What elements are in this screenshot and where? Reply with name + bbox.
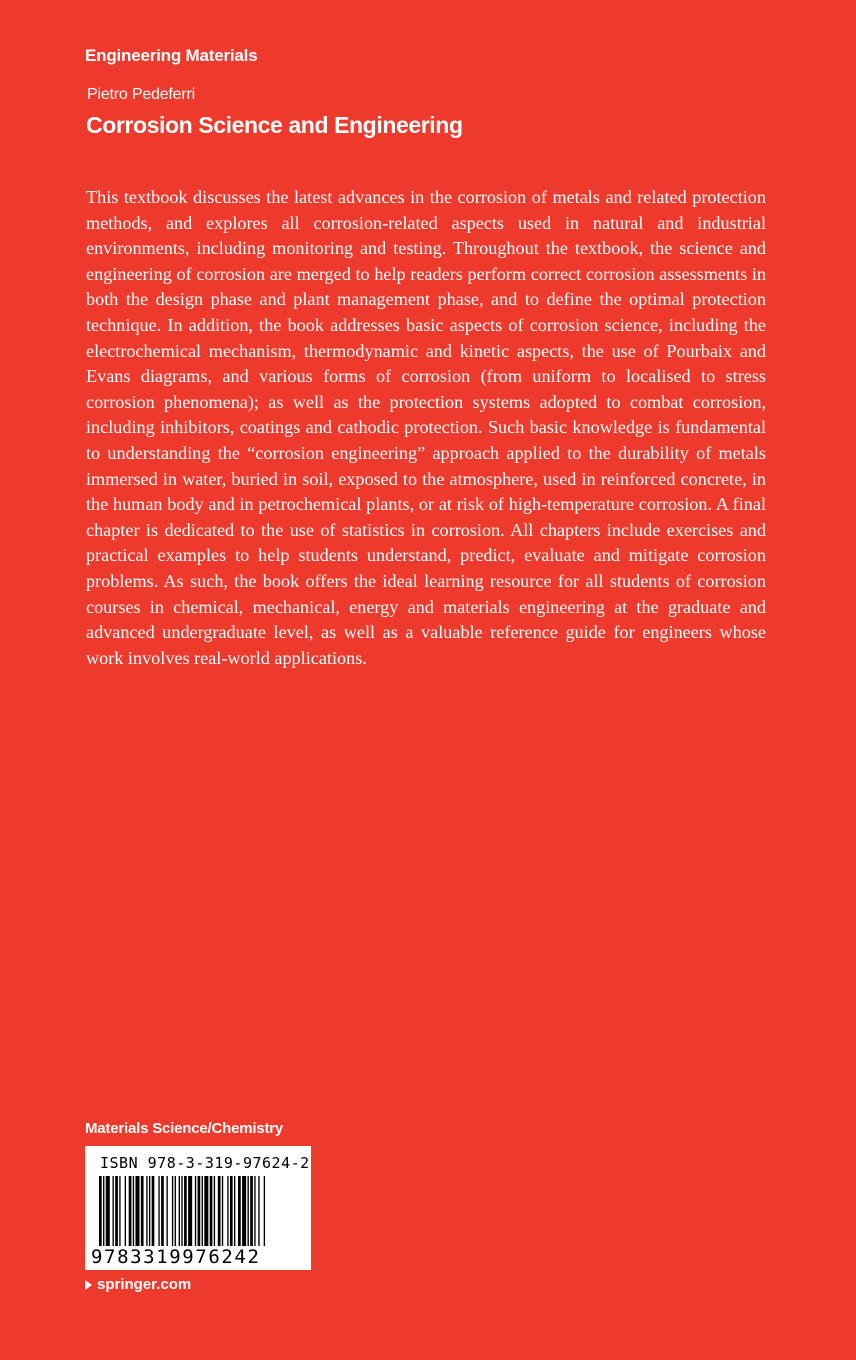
barcode-bar: [254, 1176, 255, 1246]
barcode-bar: [172, 1176, 173, 1246]
barcode-bar: [195, 1176, 196, 1246]
barcode-bar: [179, 1176, 180, 1246]
barcode-bar: [135, 1176, 139, 1246]
barcode-bar: [250, 1176, 253, 1246]
subject-category: Materials Science/Chemistry: [85, 1120, 284, 1137]
barcode-bar: [158, 1176, 159, 1246]
barcode-bar: [115, 1176, 118, 1246]
barcode-bar: [202, 1176, 203, 1246]
book-description: This textbook discusses the latest advances in the corrosion of metals and related protection methods, and explores all corrosion-related aspects used in natural and industrial environments, including monitoring and testing. Throughout the textbook, the science and engineering of corrosion are merged to help readers perform correct corrosion assessments in both the design phase and plant management phase, and to define the optimal protection technique. In addition, the book addresses basic aspects of corrosion science, including the electrochemical mechanism, thermodynamic and kinetic aspects, the use of Pourbaix and Evans diagrams, and various forms of corrosion (from uniform to localised to stress corrosion phenomena); as well as the protection systems adopted to combat corrosion, including inhibitors, coatings and cathodic protection. Such basic knowledge is fundamental to understanding the “corrosion engineering” approach applied to the durability of metals immersed in water, buried in soil, exposed to the atmosphere, used in reinforced concrete, in the human body and in petrochemical plants, or at risk of high-temperature corrosion. A final chapter is dedicated to the use of statistics in corrosion. All chapters include exercises and practical examples to help students understand, predict, evaluate and mitigate corrosion problems. As such, the book offers the ideal learning resource for all students of corrosion courses in chemical, mechanical, energy and materials engineering at the graduate and advanced undergraduate level, as well as a valuable reference guide for engineers whose work involves real-world applications.: [86, 187, 766, 668]
publisher-website[interactable]: [85, 1276, 191, 1293]
barcode-bar: [184, 1176, 187, 1246]
barcode-bar: [234, 1176, 235, 1246]
barcode-bar: [214, 1176, 215, 1246]
author-name: Pietro Pedeferri: [87, 86, 195, 103]
isbn-label: ISBN 978-3-319-97624-2: [100, 1154, 310, 1172]
barcode-bar: [149, 1176, 150, 1246]
barcode-bars: [97, 1176, 299, 1246]
barcode-bar: [188, 1176, 192, 1246]
barcode-bar: [141, 1176, 144, 1246]
barcode-bar: [222, 1176, 223, 1246]
barcode-bar: [133, 1176, 134, 1246]
barcode-bar: [125, 1176, 126, 1246]
barcode-bar: [106, 1176, 110, 1246]
barcode-bar: [218, 1176, 221, 1246]
barcode-bar: [242, 1176, 246, 1246]
isbn-barcode: [85, 1146, 311, 1270]
barcode-bar: [103, 1176, 104, 1246]
barcode-bar: [152, 1176, 155, 1246]
barcode-bar: [119, 1176, 120, 1246]
book-title: Corrosion Science and Engineering: [86, 112, 463, 138]
barcode-bar: [227, 1176, 228, 1246]
barcode-bar: [238, 1176, 241, 1246]
barcode-bar: [167, 1176, 168, 1246]
barcode-bar: [230, 1176, 233, 1246]
barcode-bar: [248, 1176, 249, 1246]
barcode-bar: [198, 1176, 201, 1246]
barcode-bar: [113, 1176, 114, 1246]
barcode-bar: [129, 1176, 132, 1246]
barcode-digits: 9783319976242: [91, 1246, 261, 1268]
barcode-bar: [181, 1176, 182, 1246]
barcode-bar: [161, 1176, 164, 1246]
barcode-bar: [146, 1176, 147, 1246]
series-name: Engineering Materials: [85, 46, 258, 65]
arrow-right-icon: [85, 1280, 92, 1290]
barcode-bar: [204, 1176, 208, 1246]
barcode-bar: [258, 1176, 259, 1246]
barcode-bar: [210, 1176, 213, 1246]
barcode-bar: [264, 1176, 265, 1246]
barcode-bar: [175, 1176, 176, 1246]
website-label: springer.com: [97, 1276, 192, 1293]
barcode-bar: [99, 1176, 102, 1246]
